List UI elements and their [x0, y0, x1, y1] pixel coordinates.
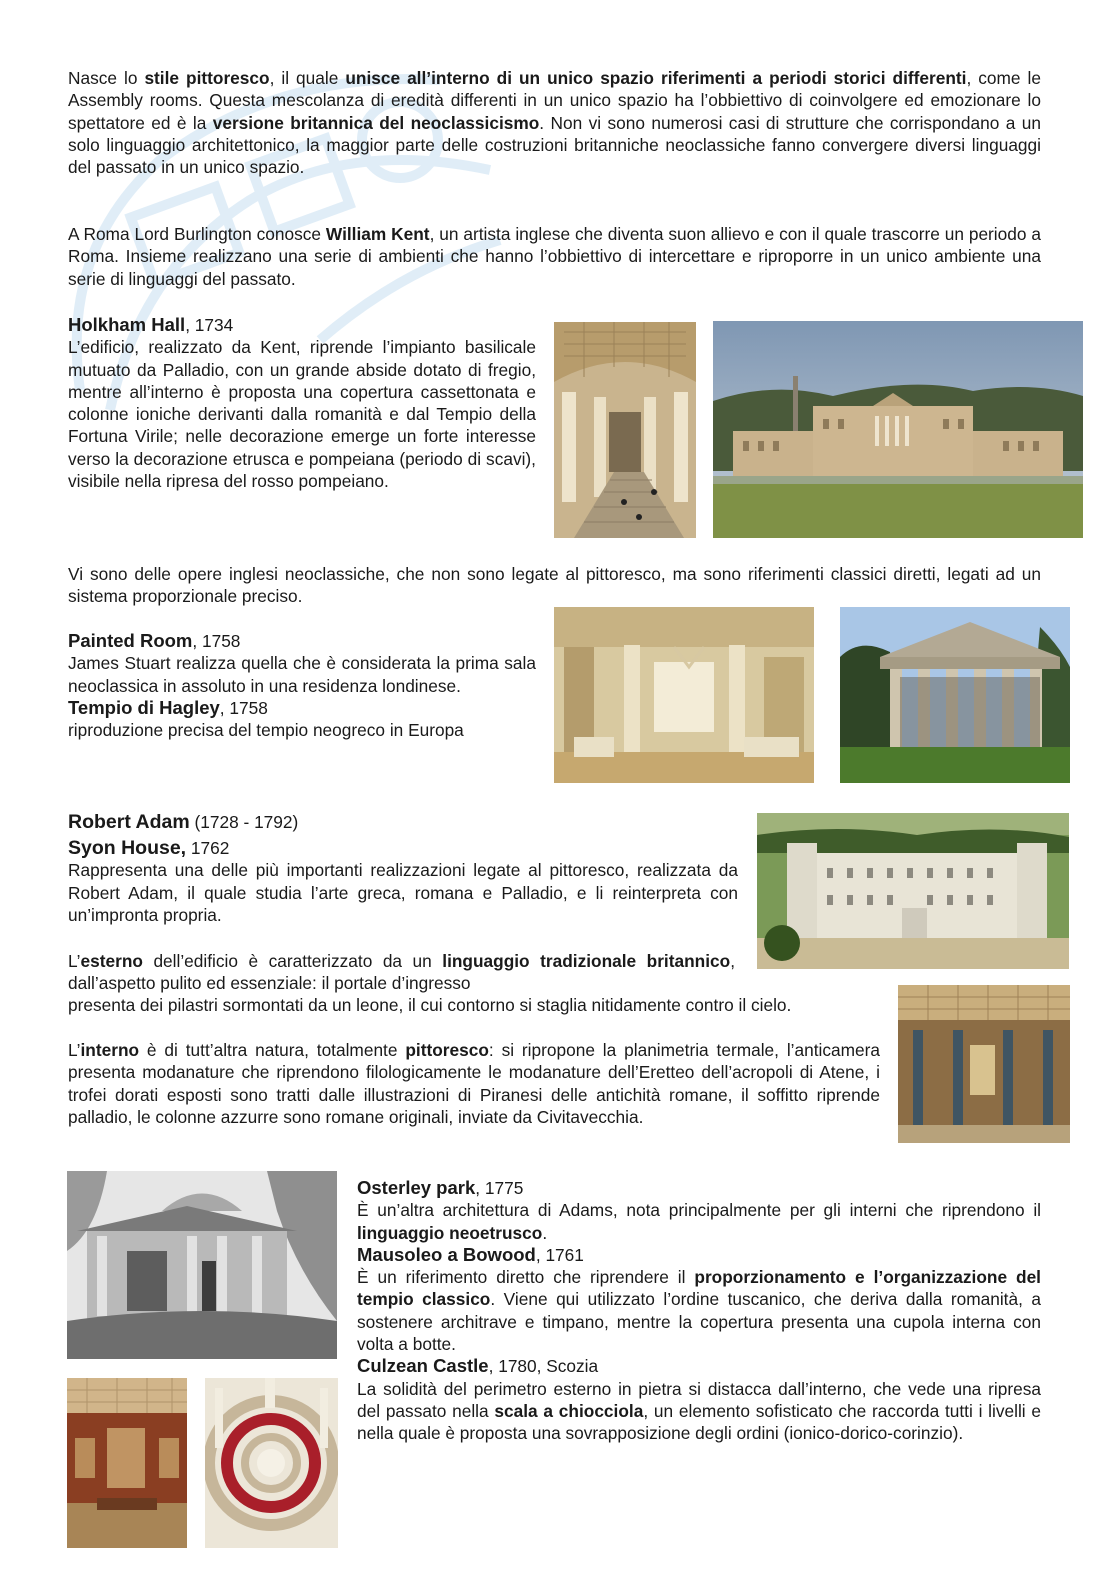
holkham-text: L’edificio, realizzato da Kent, riprende l’impianto basilicale mutuato da Palladio, con un grande abside dotato di fregio, mentre all’interno è proposta una copertura cassettonata e colonne ioniche derivanti dalla romanità e dal Tempio della Fortuna Virile; nelle decorazione emerge un forte interesse verso la decorazione etrusca e pompeiana (periodo di scavi), visibile nella ripresa del rosso pompeiano.	[68, 337, 536, 492]
bold-run: esterno	[80, 951, 143, 971]
text-run: , dall’aspetto pulito ed essenziale: il portale d’ingresso	[68, 951, 735, 994]
holkham-year: , 1734	[185, 315, 234, 335]
bold-run: unisce all’interno di un unico spazio riferimenti a periodi storici differenti	[345, 68, 967, 88]
text-run: L’	[68, 951, 81, 971]
text-run: , il quale	[269, 68, 346, 88]
syon-esterno-paragraph	[68, 950, 735, 995]
hagley-text: riproduzione precisa del tempio neogreco in Europa	[68, 720, 464, 741]
syon-house-photo	[757, 813, 1069, 969]
holkham-section	[68, 314, 536, 492]
text-run: A Roma Lord Burlington conosce	[68, 224, 326, 244]
text-run: La solidità del perimetro esterno in pietra si distacca dall’interno, che vede una ripresa del passato nella	[357, 1378, 1041, 1421]
text-run: , un artista inglese che diventa suon allievo e con il quale trascorre un periodo a Roma. Insieme realizzano una serie di ambienti che hanno l’obbiettivo di intercettare e riproporre in un unico ambiente una serie di linguaggi del passato.	[68, 224, 1041, 289]
english-works-paragraph: Vi sono delle opere inglesi neoclassiche, che non sono legate al pittoresco, ma sono riferimenti classici diretti, legati ad un sistema proporzionale preciso.	[68, 564, 1041, 607]
bold-run: scala a chiocciola	[494, 1400, 644, 1421]
adam-header	[68, 811, 738, 833]
bold-run: stile pittoresco	[144, 68, 270, 88]
bowood-year: , 1761	[535, 1244, 584, 1265]
text-run: Nasce lo	[68, 68, 145, 88]
painted-room-photo	[554, 607, 814, 783]
syon-section	[68, 837, 738, 926]
syon-title: Syon House,	[68, 837, 187, 859]
painted-room-section	[68, 630, 536, 741]
text-run: È un riferimento diretto che riprendere il	[357, 1267, 695, 1288]
robert-adam-title: Robert Adam	[68, 811, 190, 833]
bottom-column	[357, 1177, 1041, 1445]
hagley-title: Tempio di Hagley	[68, 696, 220, 718]
painted-room-text: James Stuart realizza quella che è considerata la prima sala neoclassica in assoluto in una residenza londinese.	[68, 653, 536, 696]
text-run: , un elemento sofisticato che raccorda tutti i livelli e nella quale è proposta una sovrapposizione degli ordini (ionico-dorico-corinzio).	[357, 1400, 1041, 1444]
text-run: : si ripropone la planimetria termale, l’anticamera presenta modanature che riprendono filologicamente le modanature dell’Eretteo dell’acropoli di Atene, i trofei dorati esposti sono tratti dalle illustrazioni di Piranesi delle antichità romane, il soffitto riprende palladio, le colonne azzurre sono romane originali, inviate da Civitavecchia.	[68, 1040, 880, 1127]
osterley-text	[357, 1200, 1041, 1242]
bold-run: interno	[80, 1040, 140, 1060]
holkham-interior-photo	[554, 322, 696, 538]
culzean-title: Culzean Castle	[357, 1355, 489, 1377]
bowood-text	[357, 1267, 1041, 1354]
culzean-staircase-photo	[205, 1378, 338, 1548]
holkham-title: Holkham Hall	[68, 314, 186, 335]
culzean-year: , 1780, Scozia	[488, 1356, 599, 1377]
text-run: , come le Assembly rooms. Questa mescolanza di eredità differenti in un unico spazio ha l’obbiettivo di coinvolgere ed emozionare lo spettatore ed è la	[68, 68, 1041, 133]
syon-interior-photo	[898, 985, 1070, 1143]
bowood-mausoleum-photo	[67, 1171, 337, 1359]
bold-run: pittoresco	[405, 1040, 489, 1060]
painted-room-year: , 1758	[192, 631, 241, 651]
culzean-text	[357, 1379, 1041, 1444]
syon-text: Rappresenta una delle più importanti realizzazioni legate al pittoresco, realizzata da Robert Adam, il quale studia l’arte greca, romana e Palladio, e li reinterpreta con un’impronta propria.	[68, 860, 738, 925]
holkham-exterior-photo	[713, 321, 1083, 538]
painted-room-title: Painted Room	[68, 630, 193, 651]
text-run: è di tutt’altra natura, totalmente	[139, 1040, 406, 1060]
osterley-interior-photo	[67, 1378, 187, 1548]
syon-year: 1762	[186, 838, 230, 858]
osterley-title: Osterley park	[357, 1177, 476, 1198]
text-run: .	[542, 1222, 548, 1243]
text-run: L’	[68, 1040, 81, 1060]
text-run: È un’altra architettura di Adams, nota principalmente per gli interni che riprendono il	[357, 1200, 1041, 1221]
hagley-year: , 1758	[219, 697, 268, 718]
syon-esterno-continued: presenta dei pilastri sormontati da un leone, il cui contorno si staglia nitidamente contro il cielo.	[68, 995, 792, 1015]
intro-paragraph-2	[68, 223, 1041, 290]
bold-run: William Kent	[325, 224, 430, 244]
syon-interno-paragraph	[68, 1039, 880, 1128]
text-run: dell’edificio è caratterizzato da un	[142, 951, 443, 971]
intro-paragraph-1	[68, 67, 1041, 178]
osterley-year: , 1775	[475, 1178, 524, 1198]
bold-run: proporzionamento e l’organizzazione del tempio classico	[357, 1267, 1041, 1310]
text-run: . Viene qui utilizzato l’ordine tuscanico, che deriva dalla romanità, a sostenere architrave e timpano, mentre la copertura presenta una cupola interna con volta a botte.	[357, 1289, 1041, 1355]
bowood-title: Mausoleo a Bowood	[357, 1243, 536, 1265]
bold-run: versione britannica del neoclassicismo	[212, 112, 540, 133]
robert-adam-years: (1728 - 1792)	[189, 812, 299, 832]
bold-run: linguaggio neoetrusco	[357, 1222, 543, 1243]
hagley-temple-photo	[840, 607, 1070, 783]
bold-run: linguaggio tradizionale britannico	[442, 951, 731, 971]
text-run: . Non vi sono numerosi casi di strutture che corrispondano a un solo linguaggio architettonico, la maggior parte delle costruzioni britanniche neoclassiche fanno convergere diversi linguaggi del passato in un unico spazio.	[68, 112, 1041, 178]
